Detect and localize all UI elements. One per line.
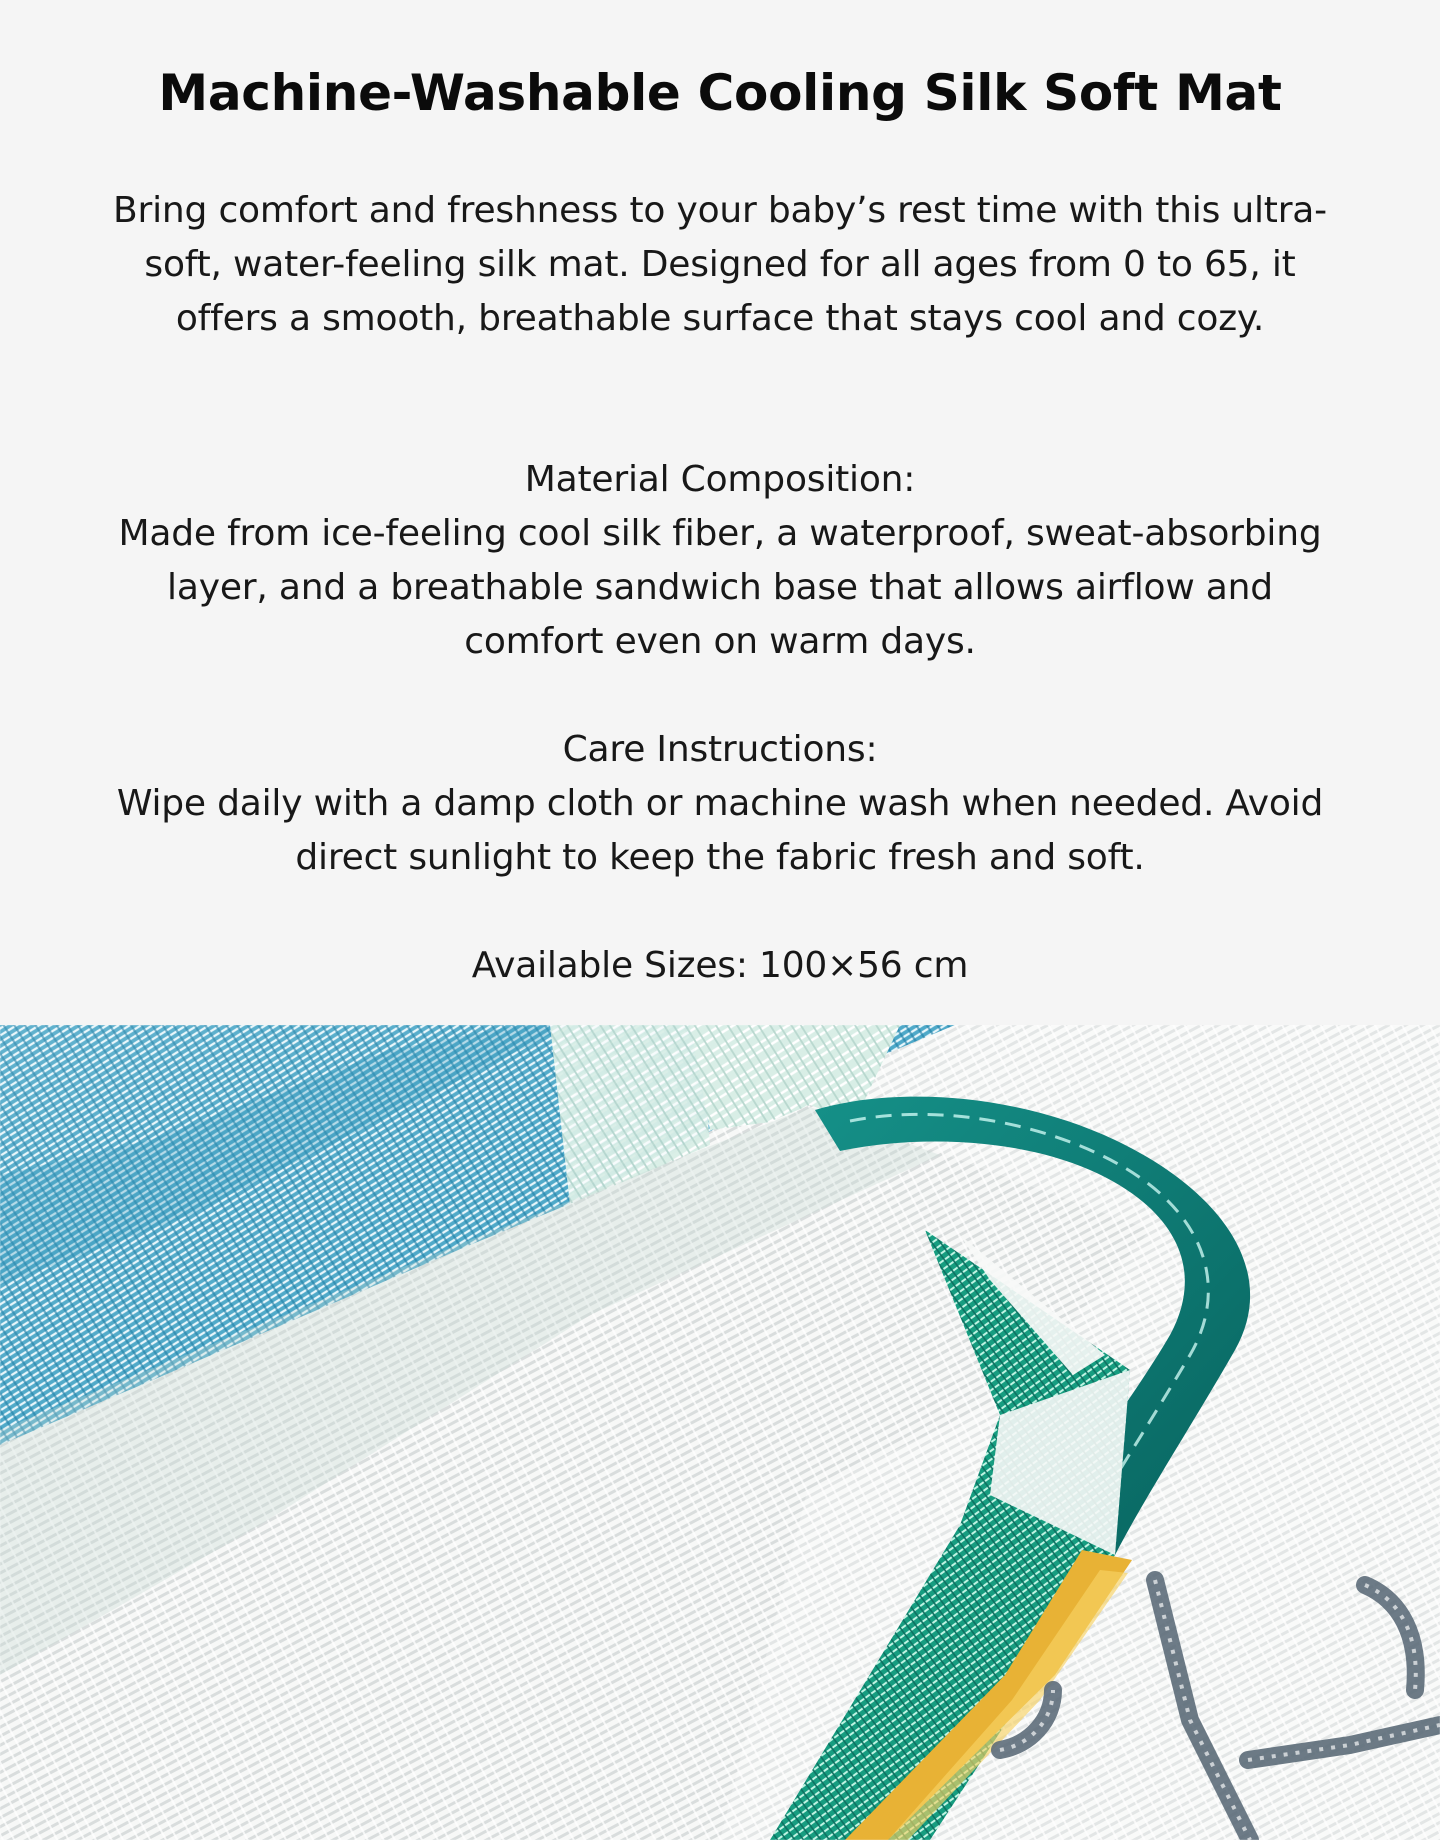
material-composition-heading: Material Composition: [524, 459, 916, 500]
care-instructions-heading: Care Instructions: [562, 729, 878, 770]
care-instructions-text: Wipe daily with a damp cloth or machine wash when needed. Avoid direct sunlight to keep the fabric fresh and soft. [116, 783, 1324, 878]
product-title: Machine-Washable Cooling Silk Soft Mat [158, 64, 1282, 122]
mat-fabric-illustration [0, 1025, 1440, 1840]
available-sizes-text: Available Sizes: 100×56 cm [471, 945, 969, 986]
product-intro-text: Bring comfort and freshness to your baby’s rest time with this ultra-soft, water-feeling silk mat. Designed for all ages from 0 to 65, it offers a smooth, breathable surface that stays cool and cozy. [113, 190, 1327, 339]
cooling-silk-mat-closeup-image [0, 1025, 1440, 1840]
material-composition-text: Made from ice-feeling cool silk fiber, a waterproof, sweat-absorbing layer, and a breathable sandwich base that allows airflow and comfort even on warm days. [118, 513, 1322, 662]
